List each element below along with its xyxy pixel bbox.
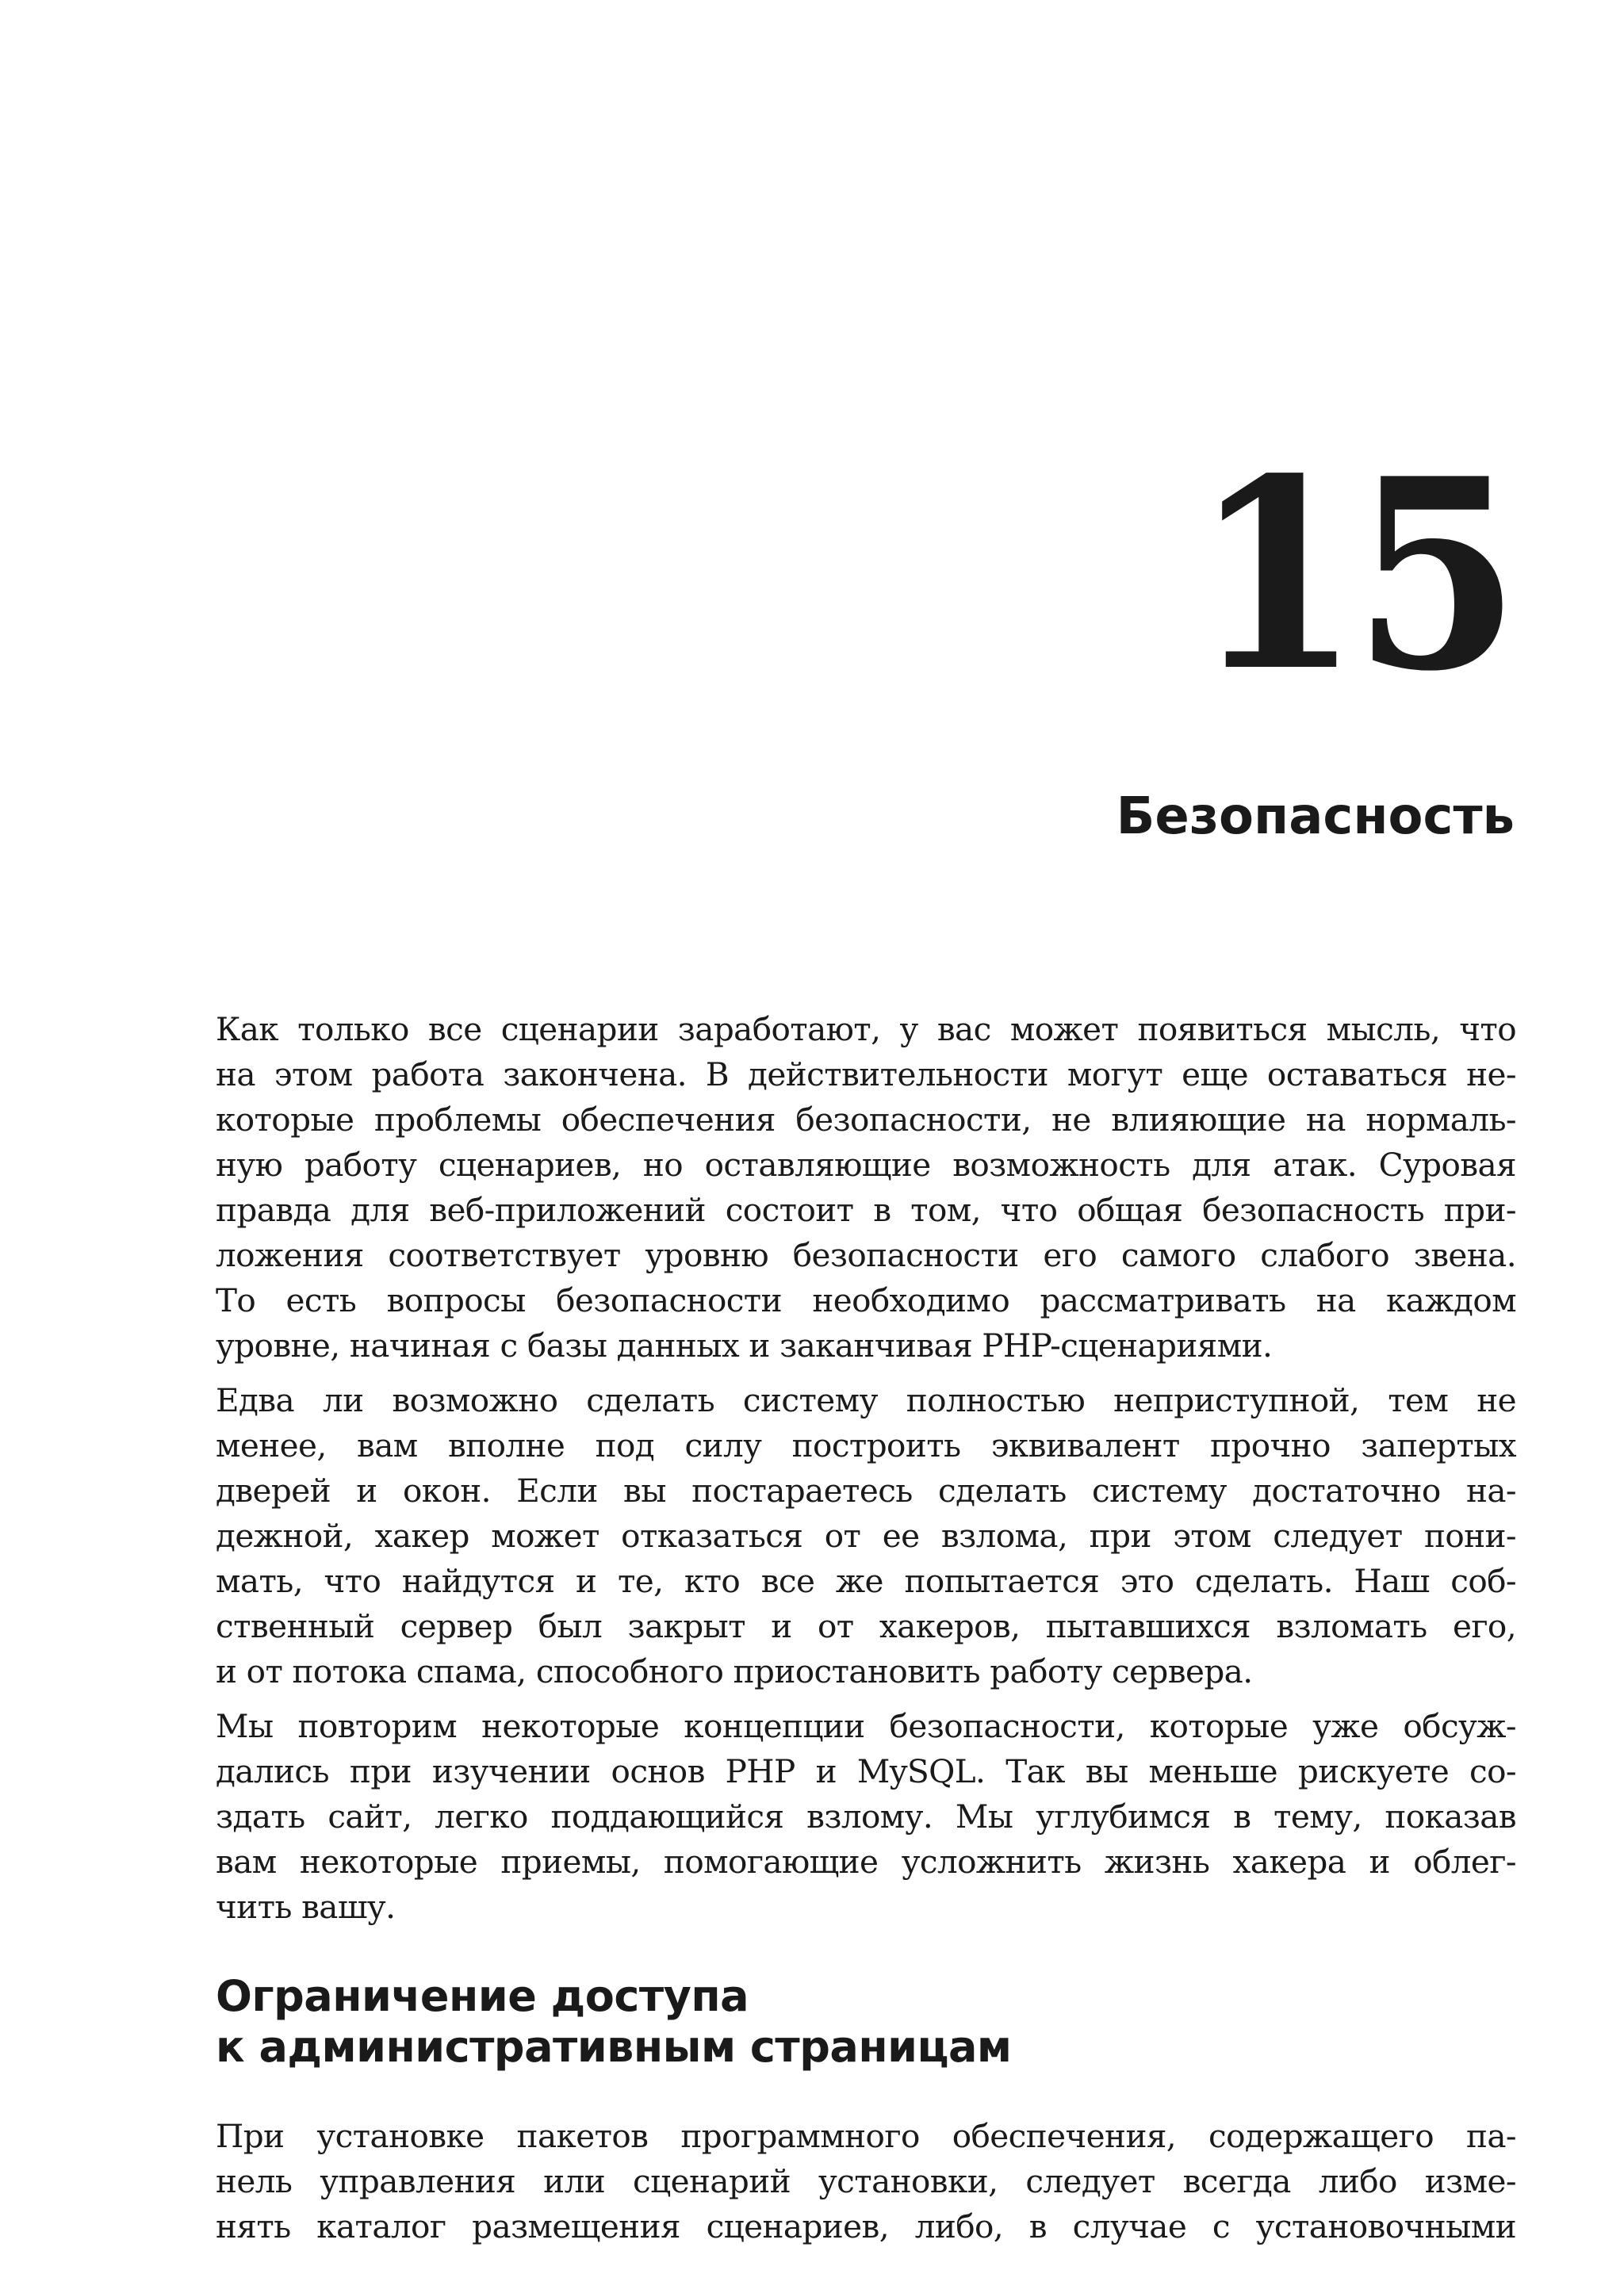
- page-body: [216, 1007, 1516, 2259]
- text-line: мать, что найдутся и те, кто все же попытается это сделать. Наш соб-: [216, 1562, 1516, 1600]
- heading-line: Ограничение доступа: [216, 1971, 749, 2021]
- text-line: уровне, начиная с базы данных и заканчивая PHP-сценариями.: [216, 1326, 1273, 1365]
- paragraph-security-limits: [216, 1378, 1516, 1694]
- text-line: правда для веб-приложений состоит в том, что общая безопасность при-: [216, 1191, 1516, 1229]
- text-line: ственный сервер был закрыт и от хакеров, пытавшихся взломать его,: [216, 1607, 1516, 1645]
- text-line: вам некоторые приемы, помогающие усложнить жизнь хакера и облег-: [216, 1843, 1516, 1881]
- text-line: дежной, хакер может отказаться от ее взлома, при этом следует пони-: [216, 1517, 1516, 1555]
- text-line: При установке пакетов программного обеспечения, содержащего па-: [216, 2117, 1516, 2155]
- text-line: Мы повторим некоторые концепции безопасности, которые уже обсуж-: [216, 1707, 1516, 1745]
- text-line: на этом работа закончена. В действительности могут еще оставаться не-: [216, 1055, 1516, 1093]
- text-line: дались при изучении основ PHP и MySQL. Так вы меньше рискуете со-: [216, 1752, 1516, 1790]
- text-line: нель управления или сценарий установки, следует всегда либо изме-: [216, 2162, 1516, 2200]
- text-line: То есть вопросы безопасности необходимо рассматривать на каждом: [216, 1281, 1516, 1319]
- text-line: чить вашу.: [216, 1888, 396, 1926]
- text-line: менее, вам вполне под силу построить эквивалент прочно запертых: [216, 1426, 1516, 1464]
- text-line: ложения соответствует уровню безопасности его самого слабого звена.: [216, 1236, 1516, 1274]
- chapter-number: 15: [1192, 421, 1513, 729]
- paragraph-intro: [216, 1007, 1516, 1369]
- text-line: нять каталог размещения сценариев, либо, в случае с установочными: [216, 2207, 1516, 2245]
- paragraph-concepts: [216, 1704, 1516, 1930]
- text-line: здать сайт, легко поддающийся взлому. Мы углубимся в тему, показав: [216, 1797, 1516, 1836]
- text-line: Едва ли возможно сделать систему полностью неприступной, тем не: [216, 1381, 1516, 1419]
- heading-line: к административным страницам: [216, 2022, 1012, 2072]
- text-line: и от потока спама, способного приостановить работу сервера.: [216, 1652, 1253, 1690]
- text-line: ную работу сценариев, но оставляющие возможность для атак. Суровая: [216, 1146, 1516, 1184]
- text-line: дверей и окон. Если вы постараетесь сделать систему достаточно на-: [216, 1472, 1516, 1510]
- text-line: Как только все сценарии заработают, у вас может появиться мысль, что: [216, 1010, 1516, 1048]
- section-heading: [216, 1971, 1516, 2073]
- text-line: которые проблемы обеспечения безопасности, не влияющие на нормаль-: [216, 1101, 1516, 1139]
- chapter-title: Безопасность: [1116, 787, 1515, 846]
- paragraph-admin-access: [216, 2114, 1516, 2249]
